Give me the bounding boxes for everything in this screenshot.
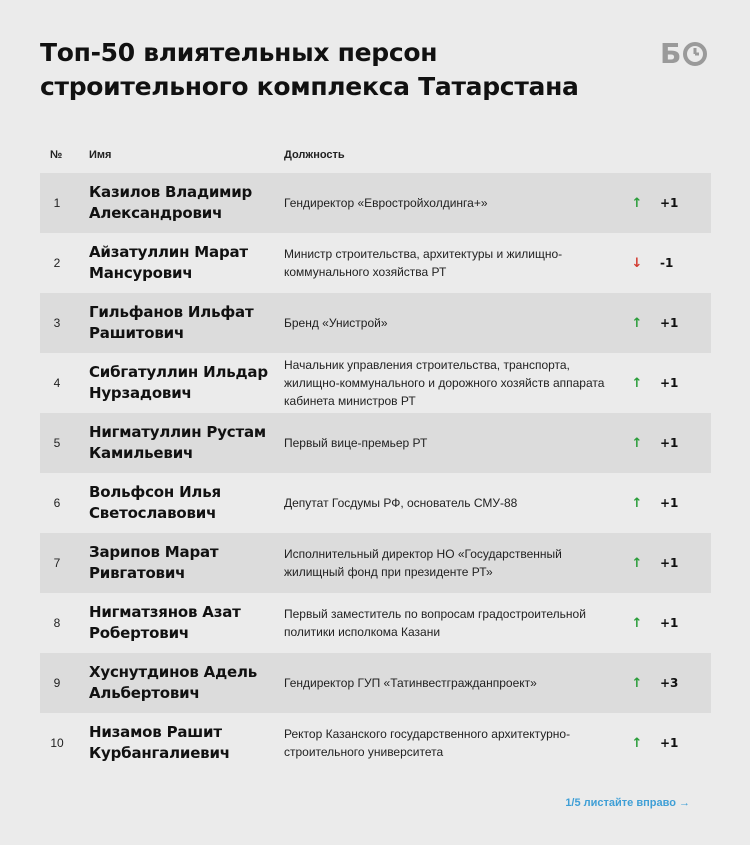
table-row (40, 293, 711, 353)
person-name: Вольфсон Илья Светославович (89, 483, 221, 522)
person-name: Нигматзянов Азат Робертович (89, 603, 241, 642)
table-row (40, 173, 711, 233)
rank-change: +1 (660, 436, 679, 450)
person-position: Исполнительный директор НО «Государственный жилищный фонд при президенте РТ» (284, 547, 562, 579)
rank-number: 10 (50, 736, 64, 750)
rank-number: 4 (53, 376, 61, 390)
header-position: Должность (284, 149, 345, 161)
person-name: Зарипов Марат Ривгатович (89, 543, 219, 582)
rank-change: +1 (660, 376, 679, 390)
arrow-up-icon: ↑ (631, 435, 643, 451)
arrow-up-icon: ↑ (631, 195, 643, 211)
rank-number: 1 (53, 196, 61, 210)
table-row (40, 533, 711, 593)
arrow-up-icon: ↑ (631, 735, 643, 751)
person-position: Гендиректор «Евростройхолдинга+» (284, 196, 488, 210)
table-row (40, 653, 711, 713)
logo-letter: Б (660, 37, 682, 70)
arrow-up-icon: ↑ (631, 315, 643, 331)
person-position: Депутат Госдумы РФ, основатель СМУ-88 (284, 496, 518, 510)
person-name: Нигматуллин Рустам Камильевич (89, 423, 266, 462)
person-position: Начальник управления строительства, транспорта, жилищно-коммунального и дорожного хозяйств аппарата кабинета министров РТ (284, 358, 605, 408)
person-position: Министр строительства, архитектуры и жилищно-коммунального хозяйства РТ (284, 247, 563, 279)
person-position: Бренд «Унистрой» (284, 316, 388, 330)
clock-o-icon (682, 41, 708, 67)
person-name: Низамов Рашит Курбангалиевич (89, 723, 230, 762)
person-position: Первый вице-премьер РТ (284, 436, 428, 450)
table-row (40, 413, 711, 473)
rank-number: 6 (53, 496, 61, 510)
arrow-up-icon: ↑ (631, 375, 643, 391)
rank-change: +3 (660, 676, 679, 690)
header-name: Имя (89, 149, 112, 161)
arrow-down-icon: ↓ (631, 255, 643, 271)
rank-number: 2 (53, 256, 61, 270)
person-name: Айзатуллин Марат Мансурович (89, 243, 248, 282)
rank-change: -1 (660, 256, 674, 270)
rank-number: 9 (53, 676, 61, 690)
rank-change: +1 (660, 616, 679, 630)
ranking-table (40, 173, 711, 773)
person-name: Сибгатуллин Ильдар Нурзадович (89, 363, 268, 402)
person-name: Казилов Владимир Александрович (89, 183, 253, 222)
page-title: Топ-50 влиятельных персон строительного комплекса Татарстана (40, 38, 579, 101)
arrow-up-icon: ↑ (631, 555, 643, 571)
table-row (40, 353, 711, 413)
table-row (40, 233, 711, 293)
person-name: Хуснутдинов Адель Альбертович (89, 663, 258, 702)
rank-change: +1 (660, 556, 679, 570)
header-num: № (50, 149, 63, 161)
person-position: Первый заместитель по вопросам градостроительной политики исполкома Казани (284, 607, 586, 639)
rank-number: 5 (53, 436, 61, 450)
swipe-hint-link[interactable]: 1/5 листайте вправо → (565, 797, 690, 809)
rank-change: +1 (660, 196, 679, 210)
table-row (40, 713, 711, 773)
person-position: Гендиректор ГУП «Татинвестгражданпроект» (284, 676, 537, 690)
person-name: Гильфанов Ильфат Рашитович (89, 303, 254, 342)
person-position: Ректор Казанского государственного архитектурно-строительного университета (284, 727, 571, 759)
rank-number: 8 (53, 616, 61, 630)
table-header (40, 149, 711, 163)
rank-number: 7 (53, 556, 61, 570)
logo (660, 39, 708, 69)
table-row (40, 593, 711, 653)
rank-change: +1 (660, 316, 679, 330)
table-row (40, 473, 711, 533)
arrow-up-icon: ↑ (631, 675, 643, 691)
rank-change: +1 (660, 736, 679, 750)
rank-number: 3 (53, 316, 61, 330)
arrow-up-icon: ↑ (631, 615, 643, 631)
arrow-up-icon: ↑ (631, 495, 643, 511)
rank-change: +1 (660, 496, 679, 510)
